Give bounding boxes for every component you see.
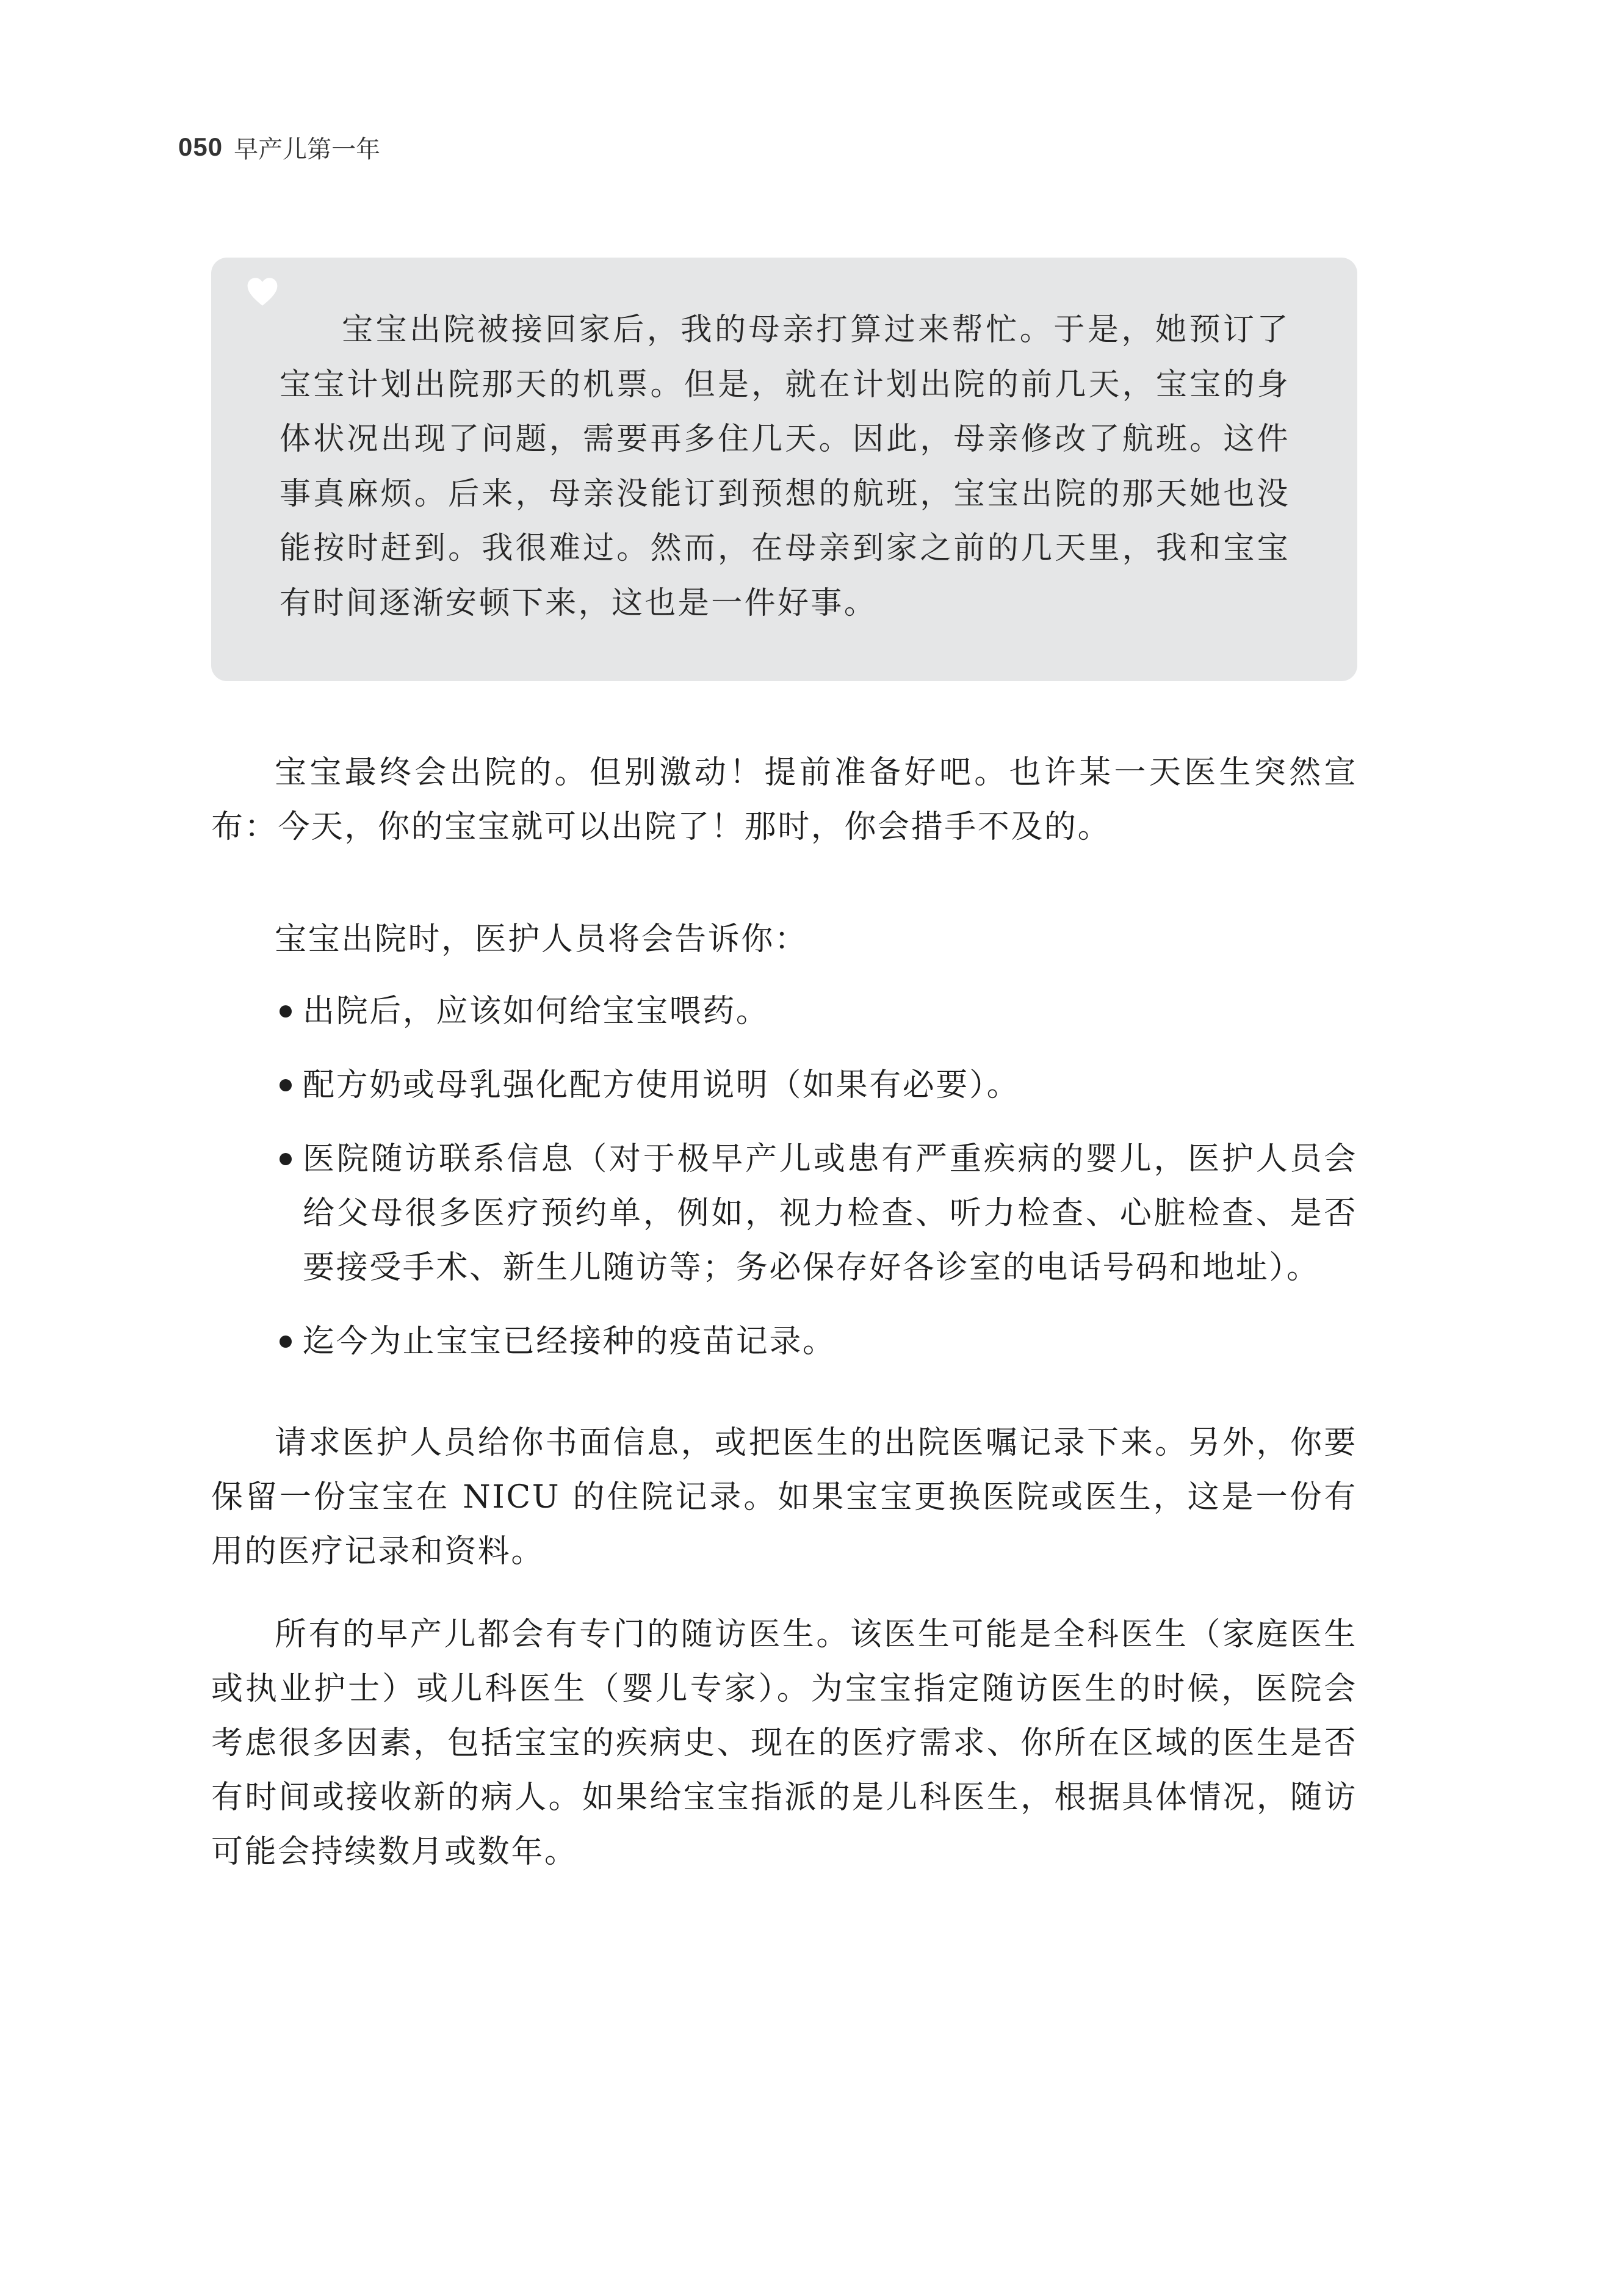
list-item-text: 出院后，应该如何给宝宝喂药。 <box>303 993 770 1030</box>
paragraph-staff-will-tell: 宝宝出院时，医护人员将会告诉你： <box>275 921 808 958</box>
book-title: 早产儿第一年 <box>234 136 381 163</box>
bullet-dot <box>280 1079 292 1091</box>
bullet-dot <box>280 1336 292 1348</box>
running-head <box>178 126 380 168</box>
list-item-text: 医院随访联系信息（对于极早产儿或患有严重疾病的婴儿，医护人员会给父母很多医疗预约单，例如，视力检查、听力检查、心脏检查、是否要接受手术、新生儿随访等；务必保存好各诊室的电话号码和地址）。 <box>303 1141 1357 1286</box>
paragraph-follow-up-doctor: 所有的早产儿都会有专门的随访医生。该医生可能是全科医生（家庭医生或执业护士）或儿科医生（婴儿专家）。为宝宝指定随访医生的时候，医院会考虑很多因素，包括宝宝的疾病史、现在的医疗需求、你所在区域的医生是否有时间或接收新的病人。如果给宝宝指派的是儿科医生，根据具体情况，随访可能会持续数月或数年。 <box>211 1616 1357 1870</box>
list-item <box>277 985 1357 1039</box>
page-number: 050 <box>178 132 223 161</box>
paragraph-written-records: 请求医护人员给你书面信息，或把医生的出院医嘱记录下来。另外，你要保留一份宝宝在 NICU 的住院记录。如果宝宝更换医院或医生，这是一份有用的医疗记录和资料。 <box>211 1425 1357 1570</box>
list-item <box>277 1132 1357 1295</box>
list-item <box>277 1315 1357 1369</box>
list-item <box>277 1058 1357 1113</box>
list-item-text: 配方奶或母乳强化配方使用说明（如果有必要）。 <box>303 1067 1020 1104</box>
discharge-info-list <box>277 985 1357 1389</box>
quote-box <box>211 258 1357 681</box>
paragraph-discharge-intro: 宝宝最终会出院的。但别激动！提前准备好吧。也许某一天医生突然宣布：今天，你的宝宝就可以出院了！那时，你会措手不及的。 <box>211 754 1357 845</box>
bullet-dot <box>280 1153 292 1165</box>
quote-text: 宝宝出院被接回家后，我的母亲打算过来帮忙。于是，她预订了宝宝计划出院那天的机票。但是，就在计划出院的前几天，宝宝的身体状况出现了问题，需要再多住几天。因此，母亲修改了航班。这件事真麻烦。后来，母亲没能订到预想的航班，宝宝出院的那天她也没能按时赶到。我很难过。然而，在母亲到家之前的几天里，我和宝宝有时间逐渐安顿下来，这也是一件好事。 <box>280 312 1290 621</box>
heart-icon <box>247 276 278 308</box>
bullet-dot <box>280 1005 292 1018</box>
list-item-text: 迄今为止宝宝已经接种的疫苗记录。 <box>303 1323 836 1360</box>
